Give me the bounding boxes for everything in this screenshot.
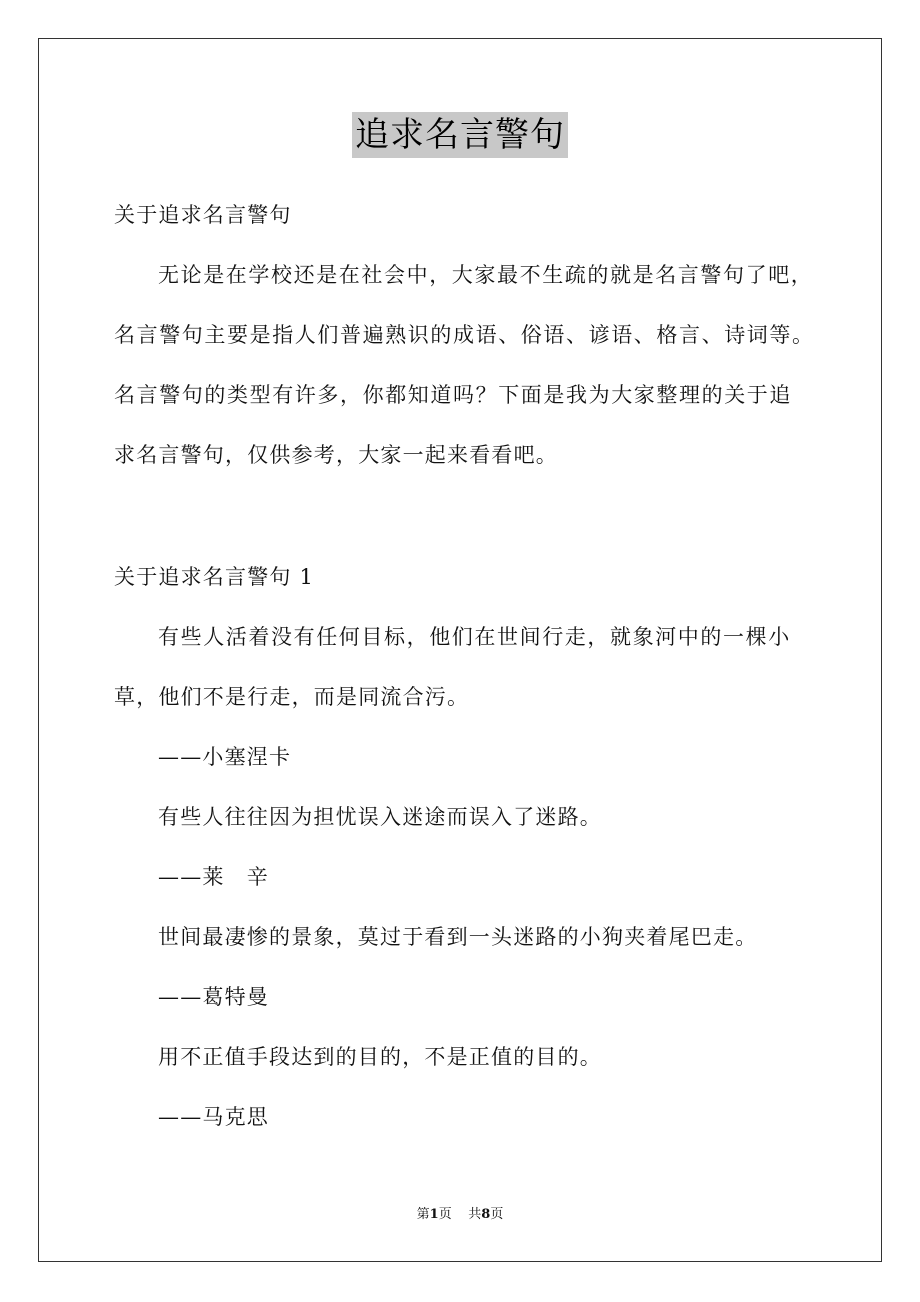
quote-author: ——小塞涅卡 [158, 745, 292, 769]
intro-paragraph-line: 无论是在学校还是在社会中，大家最不生疏的就是名言警句了吧， [158, 263, 814, 287]
footer-page-number: 1 [429, 1207, 439, 1222]
quote-line: 世间最凄惨的景象，莫过于看到一头迷路的小狗夹着尾巴走。 [158, 925, 758, 949]
footer-total-pages: 8 [481, 1207, 491, 1222]
quote-author: ——莱 辛 [158, 865, 269, 889]
footer-total-suffix: 页 [490, 1207, 504, 1222]
intro-paragraph-line: 求名言警句，仅供参考，大家一起来看看吧。 [114, 443, 558, 467]
quote-line: 有些人往往因为担忧误入迷途而误入了迷路。 [158, 805, 602, 829]
quote-author: ——葛特曼 [158, 985, 269, 1009]
footer-page-suffix: 页 [438, 1207, 452, 1222]
footer-total-prefix: 共 [468, 1207, 482, 1222]
footer-page-prefix: 第 [416, 1207, 430, 1222]
document-title: 追求名言警句 [352, 112, 568, 158]
quote-line: 有些人活着没有任何目标，他们在世间行走，就象河中的一棵小 [158, 625, 791, 649]
quote-line: 草，他们不是行走，而是同流合污。 [114, 685, 470, 709]
intro-heading: 关于追求名言警句 [114, 203, 292, 227]
intro-paragraph-line: 名言警句的类型有许多，你都知道吗？下面是我为大家整理的关于追 [114, 383, 792, 407]
quote-author: ——马克思 [158, 1105, 269, 1129]
title-container [0, 112, 920, 158]
intro-paragraph-line: 名言警句主要是指人们普遍熟识的成语、俗语、谚语、格言、诗词等。 [114, 323, 815, 347]
page-footer [0, 1206, 920, 1224]
quote-line: 用不正值手段达到的目的，不是正值的目的。 [158, 1045, 602, 1069]
section-heading: 关于追求名言警句 1 [114, 565, 315, 589]
